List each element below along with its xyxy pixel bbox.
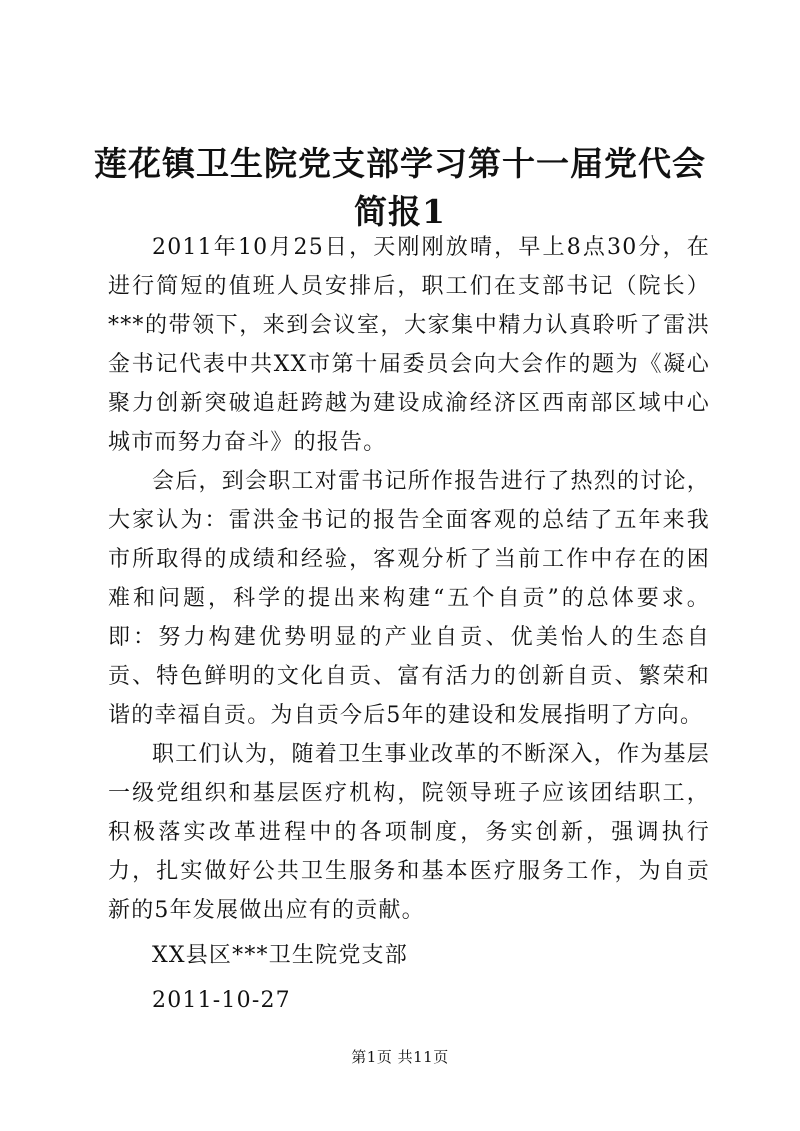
paragraph-1: 2011年10月25日，天刚刚放晴，早上8点30分，在进行简短的值班人员安排后，职工们在支部书记（院长）***的带领下，来到会议室，大家集中精力认真聆听了雷洪金书记代表中共XX市第十届委员会向大会作的题为《凝心聚力创新突破追赶跨越为建设成渝经济区西南部区域中心城市而努力奋斗》的报告。 bbox=[108, 235, 710, 455]
paragraph-3: 职工们认为，随着卫生事业改革的不断深入，作为基层一级党组织和基层医疗机构，院领导班子应该团结职工，积极落实改革进程中的各项制度，务实创新，强调执行力，扎实做好公共卫生服务和基本医疗服务工作，为自贡新的5年发展做出应有的贡献。 bbox=[108, 742, 710, 923]
document-title: 莲花镇卫生院党支部学习第十一届党代会简报1 bbox=[94, 144, 706, 231]
page-number: 第1页 共11页 bbox=[351, 1048, 449, 1066]
document-body bbox=[108, 228, 710, 1020]
paragraph-2: 会后，到会职工对雷书记所作报告进行了热烈的讨论，大家认为：雷洪金书记的报告全面客观的总结了五年来我市所取得的成绩和经验，客观分析了当前工作中存在的困难和问题，科学的提出来构建“五个自贡”的总体要求。即：努力构建优势明显的产业自贡、优美怡人的生态自贡、特色鲜明的文化自贡、富有活力的创新自贡、繁荣和谐的幸福自贡。为自贡今后5年的建设和发展指明了方向。 bbox=[108, 469, 710, 728]
signature: XX县区***卫生院党支部 bbox=[152, 943, 408, 968]
document-date: 2011-10-27 bbox=[152, 988, 291, 1013]
